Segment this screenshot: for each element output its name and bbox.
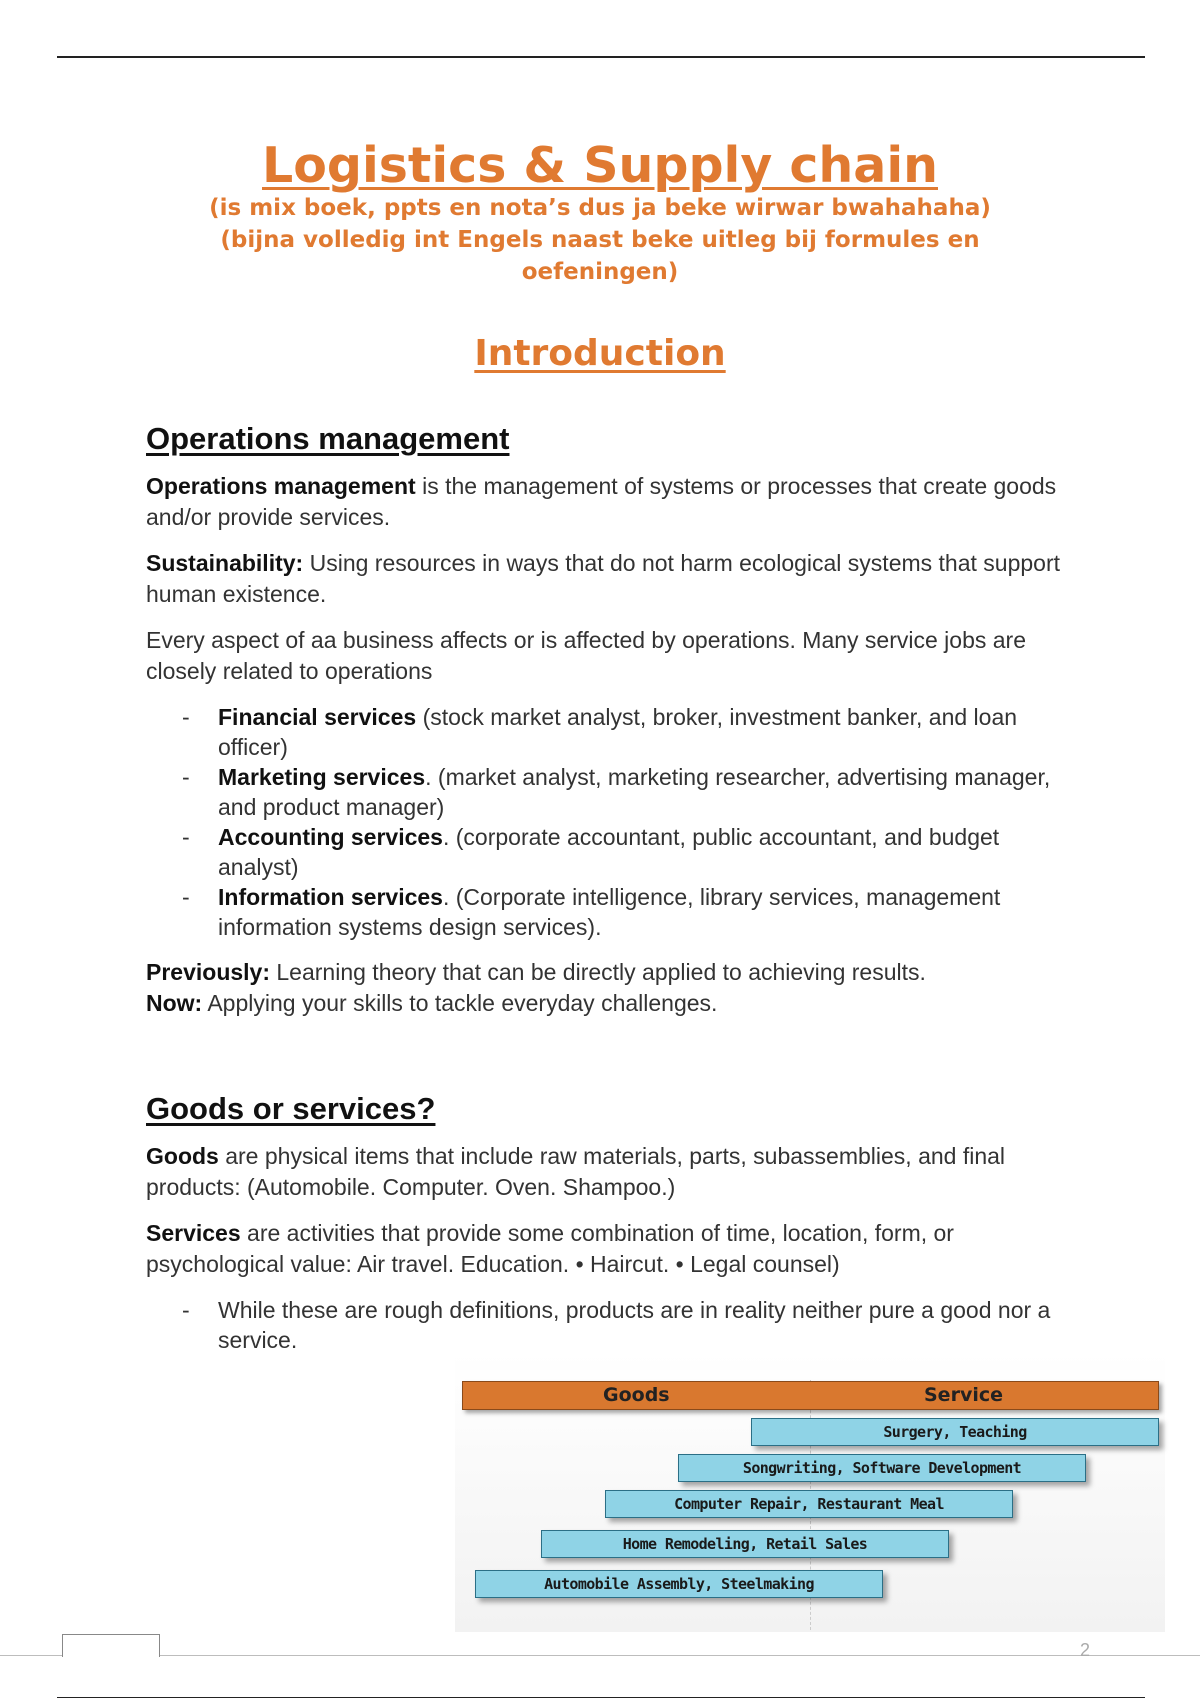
top-rule (57, 56, 1145, 58)
list-item (218, 882, 1066, 942)
paragraph-every-aspect: Every aspect of aa business affects or is affected by operations. Many service jobs are closely related to operations (146, 627, 1026, 685)
paragraph-sustainability (146, 548, 1066, 610)
item-text: Applying your skills to tackle everyday challenges. (202, 990, 718, 1017)
bottom-rule (57, 1697, 1145, 1698)
term: Accounting services (218, 824, 443, 851)
subtitle-line-3: oefeningen) (521, 259, 679, 286)
spacer (146, 1034, 1066, 1090)
continuum-step-surgery-teaching: Surgery, Teaching (751, 1418, 1159, 1446)
item-text: (stock market analyst, broker, investment banker, and loan officer) (218, 704, 1018, 761)
term: Marketing services (218, 764, 426, 791)
term: Previously: (146, 959, 270, 986)
list-item (218, 762, 1066, 822)
definition-text: is the management of systems or processes that create goods and/or provide services. (146, 473, 1057, 531)
service-jobs-list (146, 702, 1066, 942)
definition-text: are physical items that include raw materials, parts, subassemblies, and final products: (Automobile. Computer. Oven. Shampoo.) (146, 1143, 1006, 1201)
goods-service-header-bar (462, 1381, 1159, 1410)
subtitle-line-1: (is mix boek, ppts en nota’s dus ja beke wirwar bwahahaha) (209, 195, 991, 222)
continuum-step-automobile-assembly: Automobile Assembly, Steelmaking (475, 1570, 883, 1598)
footer-tab (62, 1634, 160, 1657)
main-content (146, 420, 1066, 1370)
list-item: - While these are rough definitions, products are in reality neither pure a good nor a service. (218, 1295, 1066, 1355)
term: Sustainability: (146, 550, 304, 577)
item-text: . (corporate accountant, public accountant, and budget analyst) (218, 824, 1000, 881)
term: Goods (146, 1143, 219, 1170)
section-title-introduction: Introduction (474, 333, 726, 374)
title-block (0, 137, 1200, 287)
term: Operations management (146, 473, 416, 500)
continuum-step-computer-repair: Computer Repair, Restaurant Meal (605, 1490, 1013, 1518)
footer-line (0, 1655, 1200, 1656)
item-text: . (Corporate intelligence, library services, management information systems design services). (218, 884, 1001, 941)
note-list (146, 1295, 1066, 1355)
paragraph-previously (146, 957, 1066, 988)
paragraph-services (146, 1218, 1066, 1280)
list-item (218, 822, 1066, 882)
heading-goods-or-services: Goods or services? (146, 1091, 436, 1127)
term: Financial services (218, 704, 417, 731)
goods-label: Goods (603, 1384, 670, 1406)
paragraph-goods (146, 1141, 1066, 1203)
heading-operations-management: Operations management (146, 421, 510, 456)
definition-text: Using resources in ways that do not harm ecological systems that support human existence. (146, 550, 1061, 608)
item-text: . (market analyst, marketing researcher, advertising manager, and product manager) (218, 764, 1051, 821)
term: Services (146, 1220, 241, 1247)
item-text: Learning theory that can be directly applied to achieving results. (270, 959, 926, 986)
page-number: 2 (1080, 1640, 1091, 1660)
paragraph-now (146, 988, 1066, 1019)
paragraph-operations-definition (146, 471, 1066, 533)
document-title: Logistics & Supply chain (262, 137, 938, 194)
continuum-step-songwriting: Songwriting, Software Development (678, 1454, 1086, 1482)
term: Now: (146, 990, 203, 1017)
service-label: Service (924, 1384, 1003, 1406)
continuum-step-home-remodeling: Home Remodeling, Retail Sales (541, 1530, 949, 1558)
term: Information services (218, 884, 443, 911)
definition-text: are activities that provide some combination of time, location, form, or psychological value: Air travel. Education. • Haircut. • Legal counsel) (146, 1220, 954, 1278)
subtitle-line-2: (bijna volledig int Engels naast beke uitleg bij formules en (220, 227, 980, 254)
list-item (218, 702, 1066, 762)
goods-service-continuum-diagram (455, 1352, 1165, 1632)
